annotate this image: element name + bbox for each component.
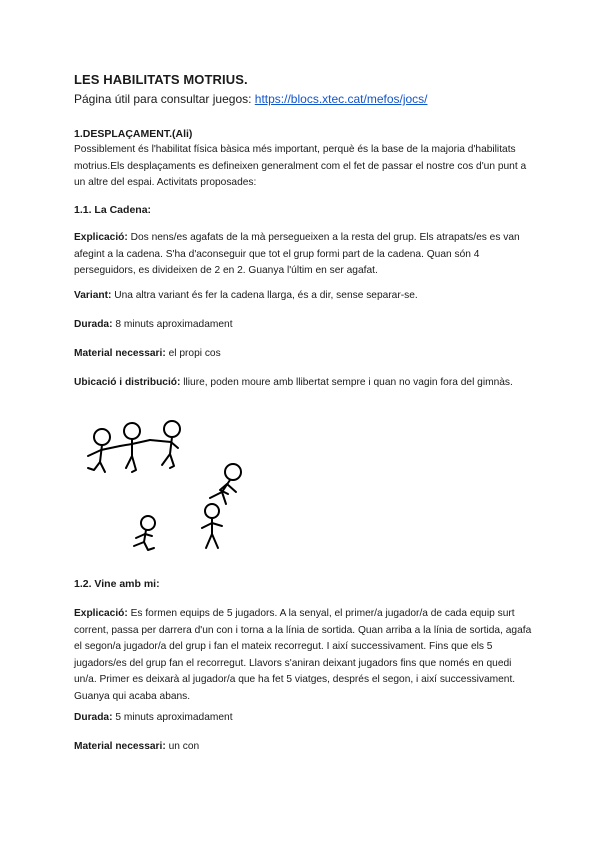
- explicacio-paragraph: [74, 230, 534, 280]
- material2-text: un con: [165, 741, 200, 752]
- stick-figure-5: [202, 504, 222, 548]
- ubicacio-text: lliure, poden moure amb llibertat sempre i quan no vagin fora del gimnàs.: [180, 377, 513, 388]
- durada2-text: 5 minuts aproximadament: [112, 712, 233, 723]
- material2-label: Material necessari:: [74, 741, 166, 752]
- material-text: el propi cos: [165, 348, 221, 359]
- material-label: Material necessari:: [74, 348, 166, 359]
- subtitle: [74, 92, 428, 106]
- stick-figure-2: [120, 423, 150, 472]
- durada2-paragraph: [74, 710, 534, 727]
- durada-paragraph: [74, 317, 534, 334]
- explicacio2-text: Es formen equips de 5 jugadors. A la senyal, el primer/a jugador/a de cada equip surt corrent, passa per darrera d'un con i torna a la línia de sortida. Quan arriba a la línia de sortida, agafa el segon/a jugador/a del grup i fan el mateix recorregut. I així successivament. Fins que els 5 jugadors/es del grup fan el recorregut. Llavors s'aniran deixant jugadors fins que només en quedi un/a. Primer es deixarà al jugador/a que ha fet 5 viatges, després el segon, i així successivament. Guanya qui acaba abans.: [74, 608, 532, 702]
- ubicacio-paragraph: [74, 375, 534, 392]
- ubicacio-label: Ubicació i distribució:: [74, 377, 181, 388]
- durada2-label: Durada:: [74, 712, 113, 723]
- document-title: LES HABILITATS MOTRIUS.: [74, 72, 248, 87]
- stick-figure-1: [88, 429, 120, 472]
- variant-label: Variant:: [74, 290, 112, 301]
- explicacio-text: Dos nens/es agafats de la mà persegueixen a la resta del grup. Els atrapats/es es van afegint a la cadena. S'ha d'aconseguir que tot el grup formi part de la cadena. Quan són 4 perseguidors, es divideixen de 2 en 2. Guanya l'últim en ser agafat.: [74, 232, 520, 276]
- section-heading: 1.DESPLAÇAMENT.(Ali): [74, 128, 193, 140]
- variant-text: Una altra variant és fer la cadena llarga, és a dir, sense separar-se.: [111, 290, 418, 301]
- explicacio2-label: Explicació:: [74, 608, 128, 619]
- activity-heading-vine-amb-mi: 1.2. Vine amb mi:: [74, 578, 160, 590]
- stick-figure-6: [134, 516, 155, 550]
- section-intro: Possiblement és l'habilitat física bàsica més important, perquè és la base de la majoria d'habilitats motrius.Els desplaçaments es defineixen generalment com el fet de passar el nostre cos d'un punt a un altre del espai. Activitats proposades:: [74, 144, 527, 188]
- games-link[interactable]: https://blocs.xtec.cat/mefos/jocs/: [254, 92, 428, 106]
- stick-figure-4: [210, 464, 241, 504]
- material-paragraph: [74, 346, 534, 363]
- material2-paragraph: [74, 739, 534, 756]
- variant-paragraph: [74, 288, 534, 305]
- stick-figure-3: [150, 421, 180, 468]
- activity-heading-la-cadena: 1.1. La Cadena:: [74, 204, 152, 216]
- subtitle-text: Página útil para consultar juegos:: [74, 92, 255, 106]
- durada-label: Durada:: [74, 319, 113, 330]
- durada-text: 8 minuts aproximadament: [112, 319, 233, 330]
- explicacio2-paragraph: [74, 606, 534, 705]
- explicacio-label: Explicació:: [74, 232, 128, 243]
- stick-figures-illustration: [70, 410, 270, 560]
